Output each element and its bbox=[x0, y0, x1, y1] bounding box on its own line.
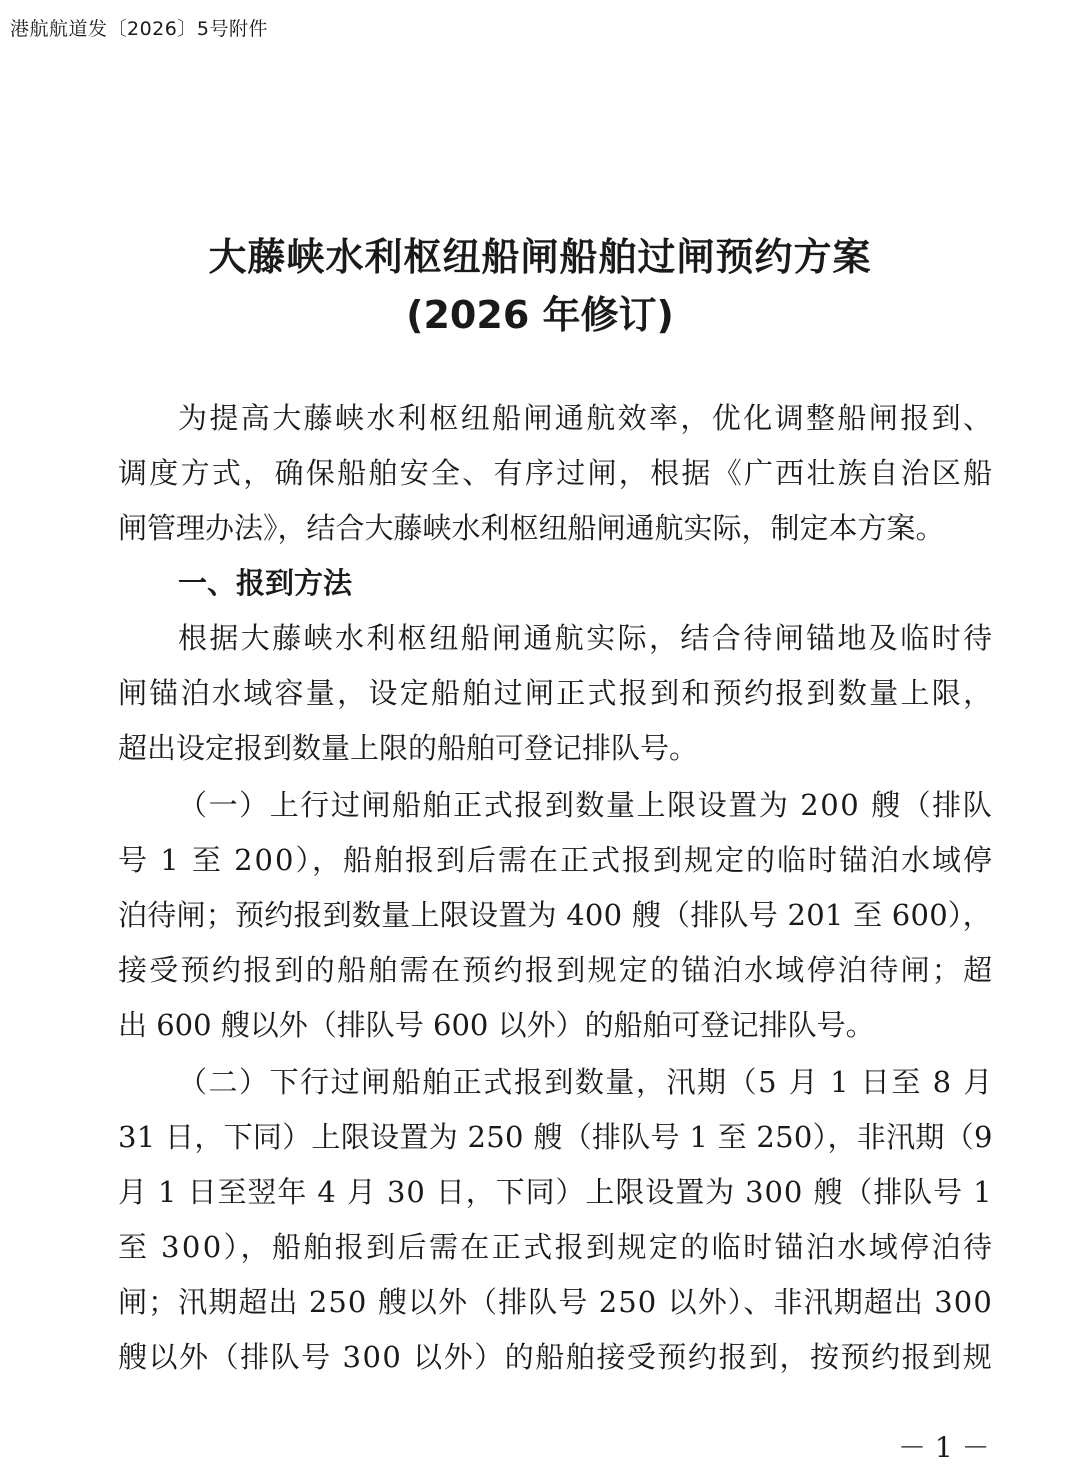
document-number: 港航航道发〔2026〕5号附件 bbox=[10, 18, 268, 40]
body-line: 根据大藤峡水利枢纽船闸通航实际，结合待闸锚地及临时待 bbox=[178, 621, 995, 655]
body-line: （二）下行过闸船舶正式报到数量，汛期（5 月 1 日至 8 月 bbox=[178, 1065, 994, 1099]
section-heading: 一、报到方法 bbox=[178, 566, 353, 600]
body-line: 艘以外（排队号 300 以外）的船舶接受预约报到，按预约报到规 bbox=[118, 1340, 994, 1374]
body-line: 为提高大藤峡水利枢纽船闸通航效率，优化调整船闸报到、 bbox=[178, 401, 995, 435]
body-line: 超出设定报到数量上限的船舶可登记排队号。 bbox=[118, 731, 699, 765]
document-subtitle: (2026 年修订) bbox=[406, 293, 674, 337]
body-line: 闸锚泊水域容量，设定船舶过闸正式报到和预约报到数量上限， bbox=[118, 676, 995, 710]
page-number: － 1 － bbox=[898, 1431, 990, 1464]
body-line: 号 1 至 200），船舶报到后需在正式报到规定的临时锚泊水域停 bbox=[118, 843, 994, 877]
body-line: 至 300），船舶报到后需在正式报到规定的临时锚泊水域停泊待 bbox=[118, 1230, 995, 1264]
document-title: 大藤峡水利枢纽船闸船舶过闸预约方案 bbox=[208, 235, 872, 279]
body-line: 月 1 日至翌年 4 月 30 日，下同）上限设置为 300 艘（排队号 1 bbox=[118, 1175, 993, 1209]
body-line: 闸；汛期超出 250 艘以外（排队号 250 以外）、非汛期超出 300 bbox=[118, 1285, 993, 1319]
body-line: 调度方式，确保船舶安全、有序过闸，根据《广西壮族自治区船 bbox=[118, 456, 995, 490]
body-line: 出 600 艘以外（排队号 600 以外）的船舶可登记排队号。 bbox=[118, 1008, 875, 1042]
body-line: （一）上行过闸船舶正式报到数量上限设置为 200 艘（排队 bbox=[178, 788, 994, 822]
body-line: 闸管理办法》，结合大藤峡水利枢纽船闸通航实际，制定本方案。 bbox=[118, 511, 945, 545]
body-line: 接受预约报到的船舶需在预约报到规定的锚泊水域停泊待闸；超 bbox=[118, 953, 995, 987]
body-line: 泊待闸；预约报到数量上限设置为 400 艘（排队号 201 至 600）， bbox=[118, 898, 992, 932]
body-line: 31 日，下同）上限设置为 250 艘（排队号 1 至 250），非汛期（9 bbox=[118, 1120, 993, 1154]
